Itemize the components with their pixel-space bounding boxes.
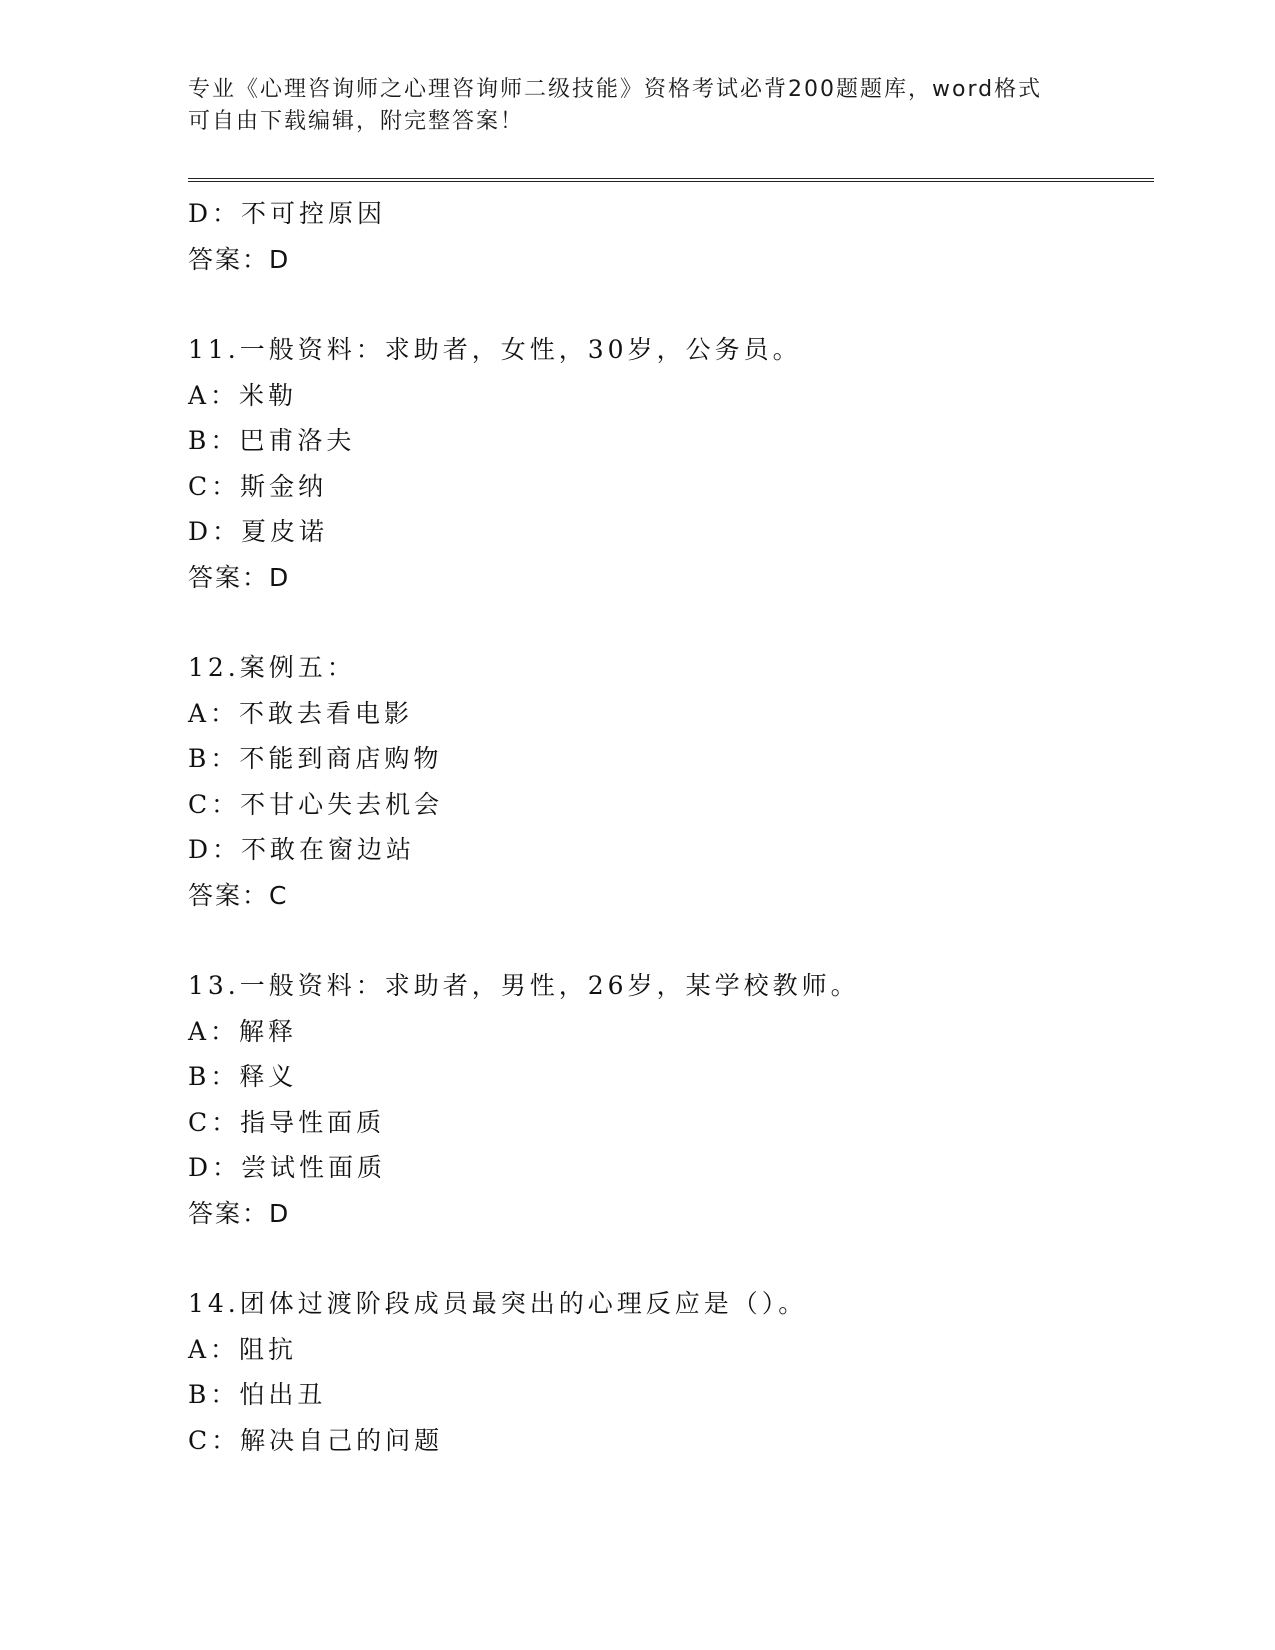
option-a: A：阻抗	[188, 1334, 298, 1364]
question-text: 13.一般资料：求助者，男性，26岁，某学校教师。	[188, 971, 860, 1000]
question-text: 12.案例五：	[188, 653, 356, 682]
option-a: A：不敢去看电影	[188, 698, 414, 728]
partial-answer: 答案：D	[188, 244, 291, 274]
question-12	[188, 645, 1148, 918]
answer: 答案：D	[188, 562, 291, 592]
option-d: D：夏皮诺	[188, 517, 329, 546]
answer: 答案：D	[188, 1198, 291, 1228]
option-a: A：米勒	[188, 380, 298, 410]
question-text: 11.一般资料：求助者，女性，30岁，公务员。	[188, 335, 802, 364]
header-line-2: 可自由下载编辑，附完整答案！	[188, 109, 525, 134]
option-a: A：解释	[188, 1016, 298, 1046]
document-header	[188, 74, 1088, 138]
question-13	[188, 963, 1148, 1236]
question-list	[188, 191, 1148, 1463]
partial-option-d: D：不可控原因	[188, 199, 387, 228]
question-11	[188, 327, 1148, 600]
option-b: B：释义	[188, 1062, 298, 1091]
option-b: B：怕出丑	[188, 1380, 327, 1409]
option-b: B：不能到商店购物	[188, 744, 443, 773]
question-14	[188, 1281, 1148, 1463]
header-divider	[188, 178, 1154, 182]
option-c: C：斯金纳	[188, 471, 328, 501]
option-c: C：指导性面质	[188, 1107, 386, 1137]
option-c: C：不甘心失去机会	[188, 789, 444, 819]
option-d: D：不敢在窗边站	[188, 835, 416, 864]
question-text: 14.团体过渡阶段成员最突出的心理反应是（）。	[188, 1289, 808, 1318]
answer: 答案：C	[188, 880, 289, 910]
header-line-1: 专业《心理咨询师之心理咨询师二级技能》资格考试必背200题题库，word格式	[188, 77, 1043, 102]
option-d: D：尝试性面质	[188, 1153, 387, 1182]
option-b: B：巴甫洛夫	[188, 426, 356, 455]
option-c: C：解决自己的问题	[188, 1425, 444, 1455]
